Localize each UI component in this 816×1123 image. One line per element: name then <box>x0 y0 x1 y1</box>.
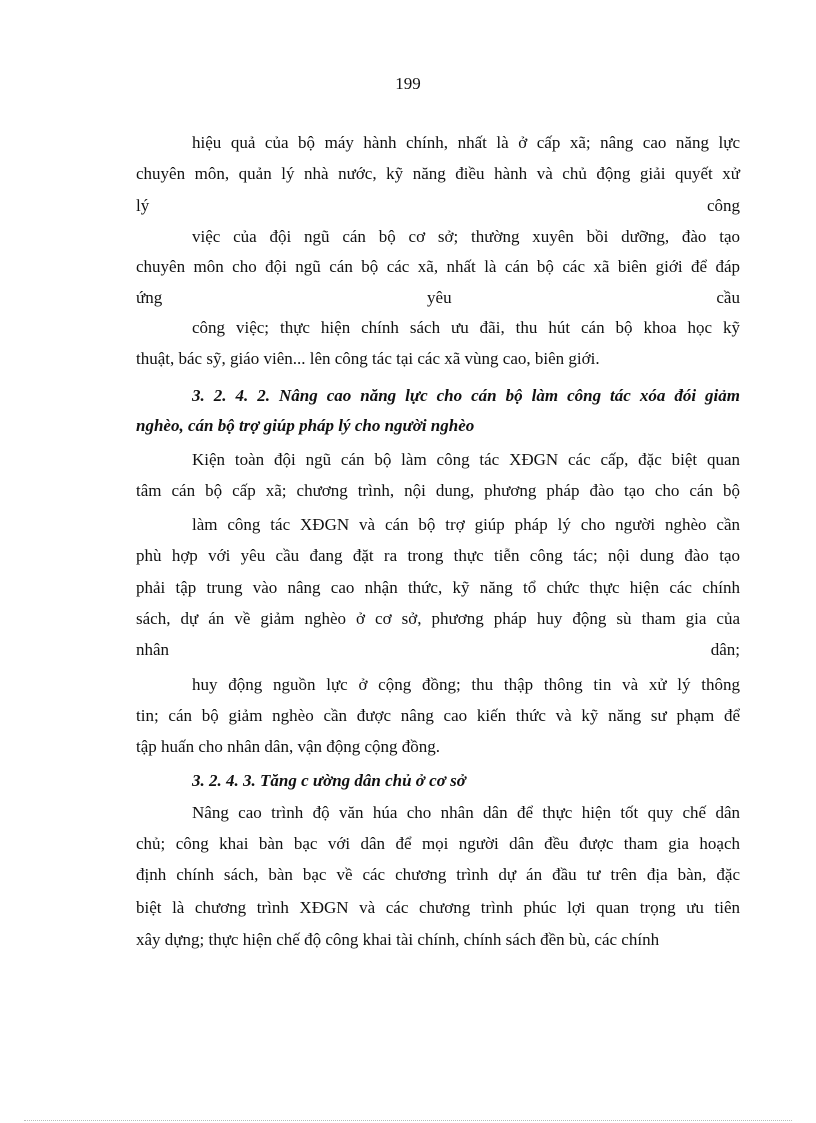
word: công <box>706 196 740 215</box>
word: yêu <box>427 288 452 307</box>
section-heading: 3. 2. 4. 2. Nâng cao năng lực cho cán bộ làm công tác xóa đói giảm <box>192 386 740 405</box>
word: dân; <box>710 640 740 659</box>
text-line-spread <box>136 640 740 660</box>
text-line: chuyên môn, quản lý nhà nước, kỹ năng điều hành và chủ động giải quyết xử <box>136 164 740 183</box>
text-line: công việc; thực hiện chính sách ưu đãi, thu hút cán bộ khoa học kỹ <box>192 318 740 337</box>
text-line: việc của đội ngũ cán bộ cơ sở; thường xuyên bồi dưỡng, đào tạo <box>192 227 740 246</box>
section-heading: 3. 2. 4. 3. Tăng c ường dân chủ ở cơ sở <box>192 771 466 790</box>
text-line: chủ; công khai bàn bạc với dân để mọi người dân đều được tham gia hoạch <box>136 834 740 853</box>
text-line: phù hợp với yêu cầu đang đặt ra trong thực tiễn công tác; nội dung đào tạo <box>136 546 740 565</box>
text-line: định chính sách, bàn bạc về các chương trình dự án đầu tư trên địa bàn, đặc <box>136 865 740 884</box>
text-line: chuyên môn cho đội ngũ cán bộ các xã, nhất là cán bộ các xã biên giới để đáp <box>136 257 740 276</box>
page-number: 199 <box>395 74 421 93</box>
text-line: tập huấn cho nhân dân, vận động cộng đồng. <box>136 737 441 756</box>
word: cầu <box>716 288 740 307</box>
section-heading-cont: nghèo, cán bộ trợ giúp pháp lý cho người nghèo <box>136 416 475 435</box>
text-line: sách, dự án về giảm nghèo ở cơ sở, phương pháp huy động sù tham gia của <box>136 609 740 628</box>
text-line: phải tập trung vào nâng cao nhận thức, kỹ năng tổ chức thực hiện các chính <box>136 578 740 597</box>
text-line: Kiện toàn đội ngũ cán bộ làm công tác XĐGN các cấp, đặc biệt quan <box>192 450 740 469</box>
word: nhân <box>136 640 170 659</box>
text-line: tâm cán bộ cấp xã; chương trình, nội dung, phương pháp đào tạo cho cán bộ <box>136 481 740 500</box>
text-line: biệt là chương trình XĐGN và các chương trình phúc lợi quan trọng ưu tiên <box>136 898 740 917</box>
text-line-spread <box>136 196 740 216</box>
page-bottom-rule <box>24 1120 792 1121</box>
word: lý <box>136 196 150 215</box>
text-line: Nâng cao trình độ văn húa cho nhân dân để thực hiện tốt quy chế dân <box>192 803 740 822</box>
text-line: làm công tác XĐGN và cán bộ trợ giúp pháp lý cho người nghèo cần <box>192 515 740 534</box>
text-line-spread <box>136 288 740 308</box>
text-line: huy động nguồn lực ở cộng đồng; thu thập thông tin và xử lý thông <box>192 675 740 694</box>
text-line: thuật, bác sỹ, giáo viên... lên công tác tại các xã vùng cao, biên giới. <box>136 349 600 368</box>
text-line: hiệu quả của bộ máy hành chính, nhất là ở cấp xã; nâng cao năng lực <box>192 133 740 152</box>
text-line: tin; cán bộ giảm nghèo cần được nâng cao kiến thức và kỹ năng sư phạm để <box>136 706 740 725</box>
word: ứng <box>136 288 163 307</box>
text-line: xây dựng; thực hiện chế độ công khai tài chính, chính sách đền bù, các chính <box>136 930 660 949</box>
